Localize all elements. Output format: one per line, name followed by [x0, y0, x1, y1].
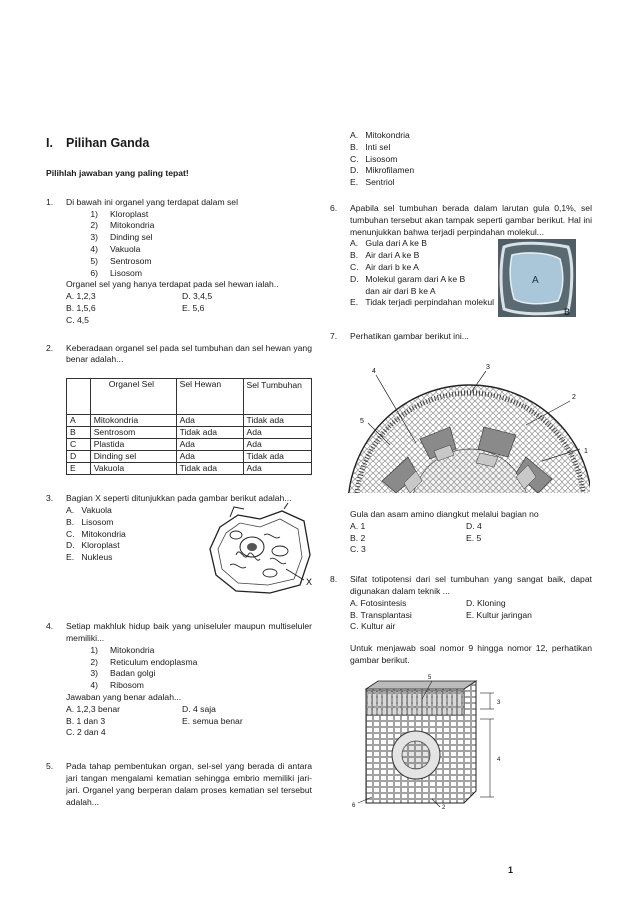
option-row: B. 1,5,6 E. 5,6	[66, 302, 205, 313]
label-1: 1	[584, 447, 588, 455]
list-item: 2) Reticulum endoplasma	[90, 656, 198, 667]
option: E. Sentriol	[350, 177, 395, 188]
option: D. Mikrofilamen	[350, 165, 415, 176]
section-heading: I. Pilihan Ganda	[46, 136, 150, 150]
instruction: Pilihlah jawaban yang paling tepat!	[46, 168, 189, 178]
option-row: C. Kultur air	[350, 621, 396, 632]
option-row: C. 4,5	[66, 314, 89, 325]
table-row: E Vakuola Tidak ada Ada	[67, 463, 312, 475]
option: E. Nukleus	[66, 552, 113, 563]
list-item: 1) Mitokondria	[90, 644, 155, 655]
list-item: 3) Dinding sel	[90, 232, 153, 243]
question-3: 3. Bagian X seperti ditunjukkan pada gambar berikut adalah... A. Vakuola B. Lisosom C. Mitokondria D. Kloroplast E. Nukleus X	[46, 493, 312, 621]
option-row: A. 1,2,3 benar D. 4 saja	[66, 703, 216, 714]
question-2: 2. Keberadaan organel sel pada sel tumbuhan dan sel hewan yang benar adalah... Organel Sel Sel Hewan Sel Tumbuhan A Mitokondria Ada Tidak ada B Sentrosom Tidak ada Ada C Plastida Ada Ada D Dinding sel Ada Tidak ada E Vakuola Tidak ada Ada	[46, 342, 312, 474]
option: A. Vakuola	[66, 504, 112, 515]
question-6: 6. Apabila sel tumbuhan berada dalam larutan gula 0,1%, sel tumbuhan tersebut akan tampak seperti gambar berikut. Hal ini menunjukkan bahwa terjadi perpindahan molekul... A. Gula dari A ke B B. Air dari A ke B C. Air dari b ke A D. Molekul garam dari A ke B dan air dari B ke A E. Tidak terjadi perpindahan molekul A B	[330, 202, 592, 317]
question-4: 4. Setiap makhluk hidup baik yang uniseluler maupun multiseluler memiliki... 1) Mitokondria 2) Reticulum endoplasma 3) Badan golgi 4) Ribosom Jawaban yang benar adalah... A. 1,2,3 benar D. 4 saja B. 1 dan 3 E. semua benar C. 2 dan 4	[46, 621, 312, 738]
figure-label-x: X	[306, 577, 313, 588]
leaf-tissue-figure	[352, 674, 512, 811]
list-item: 3) Badan golgi	[90, 668, 156, 679]
option-row: A. Fotosintesis D. Kloning	[350, 597, 506, 608]
option-row: B. 1 dan 3 E. semua benar	[66, 715, 243, 726]
option: B. Inti sel	[350, 141, 391, 152]
label-6: 6	[352, 802, 356, 809]
question-8: 8. Sifat totipotensi dari sel tumbuhan yang sangat baik, dapat digunakan dalam teknik ... A. Fotosintesis D. Kloning B. Transplantasi E. Kultur jaringan C. Kultur air	[330, 574, 592, 632]
table-row: A Mitokondria Ada Tidak ada	[67, 415, 312, 427]
option: A. Gula dari A ke B	[350, 238, 428, 249]
label-b: B	[564, 306, 571, 317]
label-5: 5	[428, 674, 432, 681]
intro-9-12: Untuk menjawab soal nomor 9 hingga nomor 12, perhatikan gambar berikut.	[350, 643, 592, 665]
option: C. Mitokondria	[66, 528, 126, 539]
plasmolysis-figure	[498, 239, 576, 317]
question-1: 1. Di bawah ini organel yang terdapat dalam sel 1) Kloroplast 2) Mitokondria 3) Dinding sel 4) Vakuola 5) Sentrosom 6) Lisosom Organel sel yang hanya terdapat pada sel hewan ialah.. A. 1,2,3 D. 3,4,5 B. 1,5,6 E. 5,6 C. 4,5	[46, 197, 312, 327]
list-item: 2) Mitokondria	[90, 220, 155, 231]
list-item: 4) Vakuola	[90, 243, 141, 254]
option-row: C. 2 dan 4	[66, 727, 106, 738]
label-4: 4	[372, 367, 376, 375]
label-5: 5	[360, 417, 364, 425]
page-number: 1	[508, 865, 514, 875]
option-row: C. 3	[350, 544, 366, 555]
list-item: 4) Ribosom	[90, 680, 144, 691]
stem-cross-section-figure	[346, 365, 590, 493]
option: E. Tidak terjadi perpindahan molekul	[350, 297, 495, 308]
option: A. Mitokondria	[350, 130, 410, 140]
plant-cell-figure	[200, 505, 320, 600]
option: D. Molekul garam dari A ke B	[350, 273, 466, 284]
option: B. Air dari A ke B	[350, 250, 420, 261]
list-item: 6) Lisosom	[90, 267, 142, 278]
organelle-table: Organel Sel Sel Hewan Sel Tumbuhan A Mitokondria Ada Tidak ada B Sentrosom Tidak ada Ada C Plastida Ada Ada D Dinding sel Ada Tidak ada E Vakuola Tidak ada Ada	[66, 378, 312, 475]
right-column	[330, 130, 592, 809]
option: C. Air dari b ke A	[350, 261, 419, 272]
list-item: 1) Kloroplast	[90, 208, 149, 219]
table-row: B Sentrosom Tidak ada Ada	[67, 427, 312, 439]
table-row: D Dinding sel Ada Tidak ada	[67, 451, 312, 463]
question-5-options	[330, 130, 592, 189]
label-3: 3	[497, 699, 501, 706]
label-2: 2	[442, 804, 446, 811]
left-column	[46, 128, 312, 808]
option: D. Kloroplast	[66, 540, 120, 551]
option: C. Lisosom	[350, 153, 398, 164]
label-2: 2	[572, 393, 576, 401]
label-4: 4	[497, 756, 501, 763]
table-row: C Plastida Ada Ada	[67, 439, 312, 451]
question-7: 7. Perhatikan gambar berikut ini... 1 2 3 4 5 Gula dan asam amino diangkut melalui bagian no A. 1 D. 4 B. 2 E. 5 C. 3	[330, 331, 592, 556]
option-row: B. Transplantasi E. Kultur jaringan	[350, 609, 532, 620]
option-row: B. 2 E. 5	[350, 532, 482, 543]
list-item: 5) Sentrosom	[90, 255, 152, 266]
option: dan air dari B ke A	[365, 285, 436, 296]
label-a: A	[532, 274, 539, 286]
option: B. Lisosom	[66, 516, 114, 527]
label-3: 3	[486, 363, 490, 371]
option-row: A. 1,2,3 D. 3,4,5	[66, 291, 213, 302]
option-row: A. 1 D. 4	[350, 520, 482, 531]
question-5: 5. Pada tahap pembentukan organ, sel-sel yang berada di antara jari tangan mengalami kematian sehingga embrio memiliki jari-jari. Organel yang berperan dalam proses kematian sel tersebut adalah...	[46, 761, 312, 807]
